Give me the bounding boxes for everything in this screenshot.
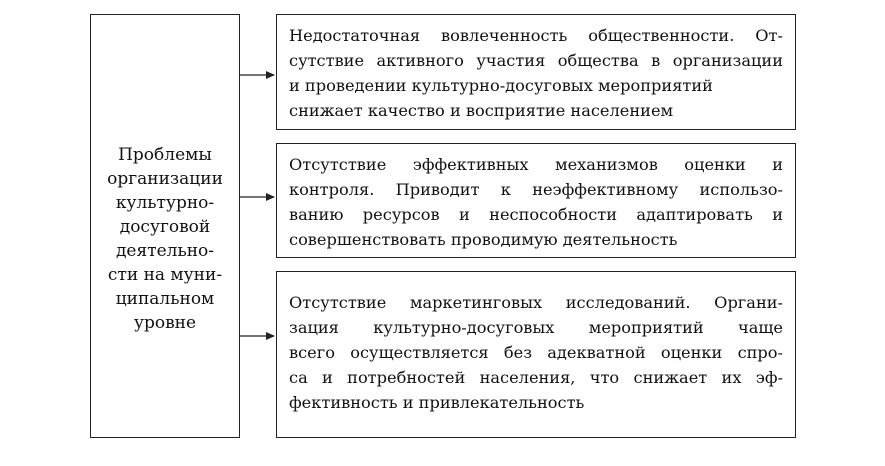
problem-text-line: и проведении культурно-досуговых мероприятий (289, 76, 713, 95)
main-label-line: культурно- (115, 193, 215, 213)
main-label-line: досуговой (119, 217, 211, 237)
problem-text-line: зация культурно-досуговых мероприятий чаще (289, 318, 783, 337)
problem-text-line: ванию ресурсов и неспособности адаптировать и (289, 205, 783, 224)
main-label-line: уровне (133, 313, 197, 333)
problem-box-evaluation-control (276, 143, 796, 258)
problem-text (289, 23, 783, 123)
problem-text (289, 290, 783, 415)
problems-main-label (101, 143, 229, 335)
problem-box-public-engagement (276, 14, 796, 130)
problem-text-line: Отсутствие маркетинговых исследований. Органи- (289, 293, 783, 312)
problem-text-line: снижает качество и восприятие населением (289, 101, 674, 120)
main-label-line: деятельно- (115, 241, 215, 261)
problem-text-line: са и потребностей населения, что снижает их эф- (289, 368, 783, 387)
main-label-line: сти на муни- (107, 265, 223, 285)
main-label-line: ципальном (115, 289, 215, 309)
problem-text-line: контроля. Приводит к неэффективному использо- (289, 180, 783, 199)
problem-text-line: фективность и привлекательность (289, 393, 585, 412)
main-label-line: организации (107, 169, 223, 189)
problem-box-marketing-research (276, 271, 796, 438)
problem-text-line: Недостаточная вовлеченность общественности. От- (289, 26, 783, 45)
problem-text-line: совершенствовать проводимую деятельность (289, 230, 678, 249)
main-label-line: Проблемы (118, 145, 212, 165)
problem-text-line: всего осуществляется без адекватной оценки спро- (289, 343, 783, 362)
problem-text-line: сутствие активного участия общества в организации (289, 51, 783, 70)
problems-main-box (90, 14, 240, 438)
problem-text-line: Отсутствие эффективных механизмов оценки и (289, 155, 783, 174)
problem-text (289, 152, 783, 252)
